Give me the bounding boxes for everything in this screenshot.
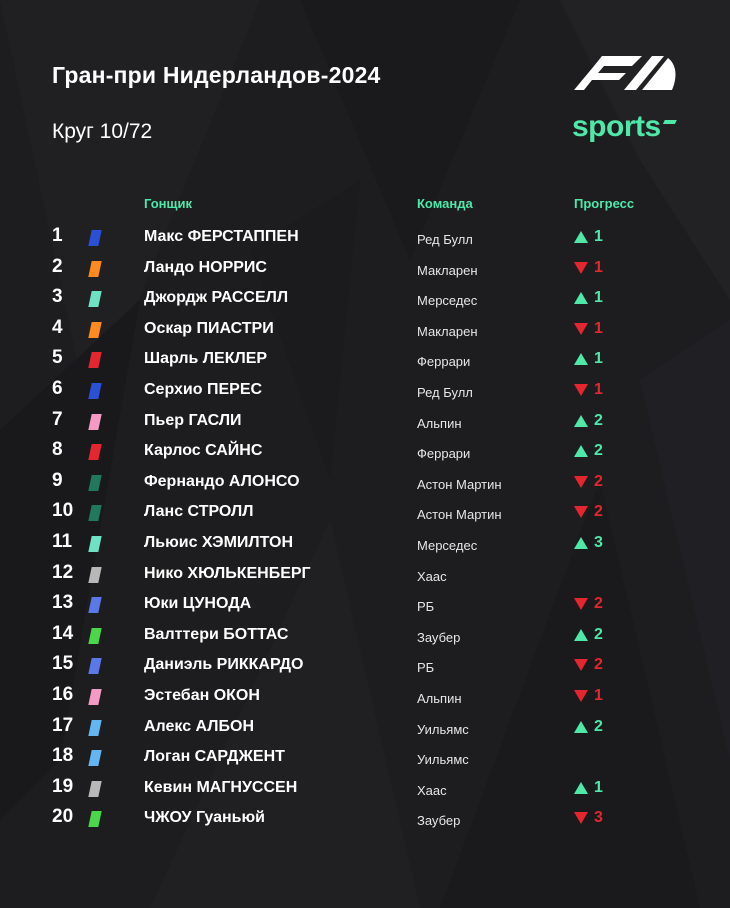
progress-delta: 1 [594,319,603,337]
position-number: 18 [52,745,74,767]
team-color-flag-icon [88,750,101,766]
arrow-down-icon [574,323,588,335]
position-number: 3 [52,286,63,308]
position-number: 1 [52,225,63,246]
position-number: 6 [52,377,63,399]
position-number: 16 [52,683,74,705]
position-number: 4 [52,316,63,338]
arrow-up-icon [574,353,588,365]
column-header-driver: Гонщик [144,196,192,211]
arrow-up-icon [574,292,588,304]
team-color-flag-icon [88,230,101,246]
team-color-flag-icon [88,322,101,338]
driver-name: ЧЖОУ Гуаньюй [144,809,265,827]
progress-delta: 2 [594,595,603,613]
progress-delta: 2 [594,411,603,429]
team-color-flag-icon [88,383,101,399]
team-name: РБ [417,599,435,615]
standings-row [0,711,730,742]
sports-logo-text: sports [572,110,661,143]
team-color-flag-icon [88,658,101,674]
driver-name: Ланс СТРОЛЛ [144,503,254,521]
standings-row [0,405,730,436]
driver-name: Карлос САЙНС [144,442,263,460]
driver-name: Валттери БОТТАС [144,625,289,643]
team-name: Мерседес [417,537,478,553]
team-name: Уильямс [417,721,469,737]
team-color-flag-icon [88,475,101,491]
position-number: 7 [52,408,63,430]
team-color-flag-icon [88,720,101,736]
team-color-flag-icon [88,689,101,705]
team-name: Хаас [417,568,447,584]
driver-name: Льюис ХЭМИЛТОН [144,533,293,551]
team-color-flag-icon [88,811,101,827]
column-header-team: Команда [417,196,473,211]
position-number: 11 [52,530,73,552]
position-number: 12 [52,561,74,583]
team-name: Заубер [417,629,461,645]
arrow-up-icon [574,415,588,427]
progress-delta: 2 [594,442,603,460]
lap-counter: Круг 10/72 [52,120,153,143]
team-color-flag-icon [88,352,101,368]
arrow-up-icon [574,629,588,641]
progress-delta: 2 [594,472,603,490]
driver-name: Эстебан ОКОН [144,686,260,704]
team-name: Заубер [417,813,461,829]
arrow-down-icon [574,659,588,671]
driver-name: Джордж РАССЕЛЛ [144,289,289,307]
progress-delta: 1 [594,228,603,245]
position-number: 19 [52,775,74,797]
driver-name: Шарль ЛЕКЛЕР [144,350,268,368]
team-name: Феррари [417,446,471,462]
standings-row [0,588,730,619]
position-number: 14 [52,622,74,644]
standings-row [0,558,730,589]
arrow-up-icon [574,782,588,794]
standings-row [0,435,730,466]
driver-name: Алекс АЛБОН [144,717,255,735]
progress-delta: 1 [594,350,603,368]
standings-row [0,527,730,558]
position-number: 13 [52,592,74,614]
team-name: Астон Мартин [417,507,502,523]
standings-row [0,680,730,711]
driver-name: Ландо НОРРИС [144,258,267,276]
position-number: 8 [52,439,63,461]
driver-name: Макс ФЕРСТАППЕН [144,228,299,245]
standings-row [0,772,730,803]
standings-row [0,221,730,252]
standings-row [0,619,730,650]
progress-delta: 1 [594,778,603,796]
team-name: Альпин [417,690,462,706]
team-color-flag-icon [88,597,101,613]
team-color-flag-icon [88,628,101,644]
team-color-flag-icon [88,567,101,583]
team-name: Ред Булл [417,232,473,247]
progress-delta: 2 [594,625,603,643]
arrow-down-icon [574,690,588,702]
standings-row [0,343,730,374]
team-name: Альпин [417,415,462,431]
driver-name: Даниэль РИККАРДО [144,656,304,674]
driver-name: Логан САРДЖЕНТ [144,748,285,766]
team-name: Мерседес [417,293,478,309]
team-name: Феррари [417,354,471,370]
progress-delta: 3 [594,809,603,827]
team-name: Макларен [417,323,478,339]
standings-row [0,282,730,313]
team-name: Ред Булл [417,384,473,400]
team-color-flag-icon [88,505,101,521]
position-number: 5 [52,347,63,369]
driver-name: Пьер ГАСЛИ [144,411,242,429]
team-color-flag-icon [88,536,101,552]
progress-delta: 2 [594,656,603,674]
arrow-down-icon [574,262,588,274]
progress-delta: 1 [594,686,603,704]
progress-delta: 2 [594,503,603,521]
sports-logo [572,110,674,144]
progress-delta: 2 [594,717,603,735]
team-name: Астон Мартин [417,476,502,492]
position-number: 10 [52,500,74,522]
arrow-up-icon [574,231,588,243]
progress-delta: 3 [594,533,603,551]
page-title: Гран-при Нидерландов-2024 [52,62,381,88]
standings-row [0,466,730,497]
progress-delta: 1 [594,380,603,398]
driver-name: Фернандо АЛОНСО [144,472,300,490]
position-number: 20 [52,806,74,828]
arrow-down-icon [574,598,588,610]
standings-row [0,313,730,344]
team-name: Макларен [417,262,478,278]
team-color-flag-icon [88,444,101,460]
team-color-flag-icon [88,781,101,797]
standings-row [0,252,730,283]
team-name: РБ [417,660,435,676]
arrow-down-icon [574,384,588,396]
standings-list [0,221,730,833]
driver-name: Серхио ПЕРЕС [144,380,263,398]
driver-name: Нико ХЮЛЬКЕНБЕРГ [144,564,311,582]
standings-row [0,649,730,680]
progress-delta: 1 [594,289,603,307]
arrow-down-icon [574,812,588,824]
f1-logo-icon [572,56,680,90]
driver-name: Юки ЦУНОДА [144,595,252,613]
column-header-progress: Прогресс [574,196,635,211]
team-name: Уильямс [417,752,469,768]
arrow-down-icon [574,506,588,518]
position-number: 17 [52,714,74,736]
driver-name: Кевин МАГНУССЕН [144,778,298,796]
team-name: Хаас [417,782,447,798]
arrow-up-icon [574,445,588,457]
arrow-down-icon [574,476,588,488]
standings-row [0,496,730,527]
position-number: 9 [52,469,63,491]
team-color-flag-icon [88,261,101,277]
team-color-flag-icon [88,414,101,430]
team-color-flag-icon [88,291,101,307]
driver-name: Оскар ПИАСТРИ [144,319,274,337]
standings-row [0,374,730,405]
standings-row [0,802,730,833]
arrow-up-icon [574,721,588,733]
progress-delta: 1 [594,258,603,276]
arrow-up-icon [574,537,588,549]
position-number: 15 [52,653,74,675]
position-number: 2 [52,255,63,277]
standings-row [0,741,730,772]
